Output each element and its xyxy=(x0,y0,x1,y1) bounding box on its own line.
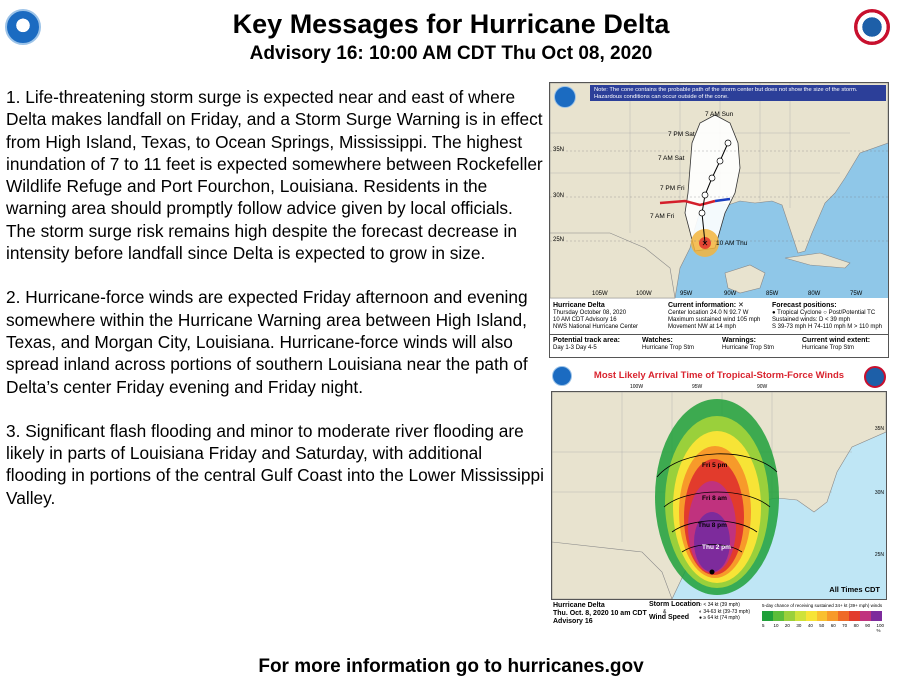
chance-swatch xyxy=(849,611,860,621)
chance-swatch xyxy=(838,611,849,621)
current-info: Current information: ✕ Center location 24.0 N 92.7 W Maximum sustained wind 105 mph Movement NW at 14 mph xyxy=(668,302,761,330)
chance-swatch xyxy=(871,611,882,621)
arrival-map-area xyxy=(551,384,887,600)
chance-swatch xyxy=(860,611,871,621)
point-label: 7 PM Sat xyxy=(668,131,695,138)
chance-title: 5-day chance of receiving sustained 34+ kt (39+ mph) winds xyxy=(762,603,883,608)
lat-label: 25N xyxy=(553,237,565,243)
chance-swatch xyxy=(762,611,773,621)
chance-label: 90 xyxy=(865,623,871,628)
chance-swatch xyxy=(806,611,817,621)
lat-label: 35N xyxy=(874,426,884,432)
chance-swatch xyxy=(784,611,795,621)
noaa-logo-small xyxy=(554,86,576,108)
contour-label: Fri 5 pm xyxy=(702,462,728,469)
chance-label: 10 xyxy=(773,623,779,628)
point-label: 7 AM Fri xyxy=(650,213,675,220)
lon-label: 90W xyxy=(757,384,768,390)
forecast-info: Forecast positions: ● Tropical Cyclone ○ Post/Potential TC Sustained winds: D < 39 mph S 39-73 mph H 74-110 mph M > 110 mph xyxy=(772,302,883,330)
chance-label: 80 xyxy=(853,623,859,628)
lat-label: 25N xyxy=(874,552,884,558)
contour-label: Fri 8 am xyxy=(702,495,727,502)
key-messages xyxy=(6,86,546,531)
lat-label: 30N xyxy=(553,193,565,199)
chance-label: 30 xyxy=(796,623,802,628)
point-label: 7 PM Fri xyxy=(660,185,685,192)
legend-extent: Current wind extent: Hurricane Trop Stm xyxy=(802,337,871,351)
chance-scale-labels xyxy=(762,623,888,633)
lon-label: 100W xyxy=(630,384,644,390)
point-label: 7 AM Sun xyxy=(705,111,734,118)
lat-label: 35N xyxy=(553,147,565,153)
arrival-time-map xyxy=(549,364,889,646)
chance-label: 100 % xyxy=(876,623,885,633)
advisory-subtitle: Advisory 16: 10:00 AM CDT Thu Oct 08, 2020 xyxy=(249,43,653,64)
wind-speed-legend: ○ < 34 kt (39 mph) ◐ 34-63 kt (39-73 mph) ● ≥ 64 kt (74 mph) xyxy=(699,602,751,621)
chance-label: 70 xyxy=(842,623,848,628)
chance-label: 60 xyxy=(830,623,836,628)
lon-label: 95W xyxy=(692,384,703,390)
chance-swatch xyxy=(817,611,828,621)
lon-label: 105W xyxy=(592,291,608,297)
legend-watches: Watches: Hurricane Trop Stm xyxy=(642,337,695,351)
all-times-label: All Times CDT xyxy=(829,585,880,594)
key-message-1: 1. Life-threatening storm surge is expected near and east of where Delta makes landfall on Friday, and a Storm Surge Warning is in effect from High Island, Texas, to Ocean Springs, Mississippi. The highest inundation of 7 to 11 feet is expected somewhere between Rockefeller Wildlife Refuge and Port Fourchon, Louisiana. Residents in the warning area should promptly follow advice given by local officials. The storm surge risk remains high despite the forecast decrease in intensity before landfall since Delta is expected to grow in size. xyxy=(6,87,543,264)
chance-label: 5 xyxy=(762,623,765,628)
lon-label: 100W xyxy=(636,291,652,297)
lon-label: 95W xyxy=(680,291,693,297)
lon-label: 85W xyxy=(766,291,779,297)
point-label: 10 AM Thu xyxy=(716,240,748,247)
forecast-cone-map xyxy=(549,82,889,358)
key-message-2: 2. Hurricane-force winds are expected Friday afternoon and evening somewhere within the Hurricane Warning area between High Island, Texas, and Morgan City, Louisiana. Hurricane-force winds will also spread inland across portions of southern Louisiana near the path of Delta’s center Friday evening and Friday night. xyxy=(6,287,528,397)
contour-label: Thu 2 pm xyxy=(702,544,731,551)
chance-label: 40 xyxy=(807,623,813,628)
chance-label: 50 xyxy=(819,623,825,628)
storm-location-legend: Storm Location & Wind Speed xyxy=(649,601,701,621)
legend-warnings: Warnings: Hurricane Trop Stm xyxy=(722,337,775,351)
lat-label: 30N xyxy=(874,490,884,496)
lon-label: 80W xyxy=(808,291,821,297)
storm-info: Hurricane Delta Thu. Oct. 8, 2020 10 am CDT Advisory 16 xyxy=(553,602,647,625)
footer-link-text: For more information go to hurricanes.gov xyxy=(258,656,644,677)
storm-info: Hurricane Delta Thursday October 08, 2020 10 AM CDT Advisory 16 NWS National Hurricane Center xyxy=(553,302,639,330)
legend-track: Potential track area: Day 1-3 Day 4-5 xyxy=(553,337,620,351)
chance-label: 20 xyxy=(784,623,790,628)
lon-label: 75W xyxy=(850,291,863,297)
point-label: 7 AM Sat xyxy=(658,155,685,162)
chance-swatch xyxy=(827,611,838,621)
svg-text:✕: ✕ xyxy=(701,239,709,248)
contour-label: Thu 8 pm xyxy=(698,522,727,529)
chance-swatch xyxy=(795,611,806,621)
cone-note: Note: The cone contains the probable path of the storm center but does not show the size of the storm. Hazardous conditions can occur outside of the cone. xyxy=(594,87,858,100)
chance-swatch xyxy=(773,611,784,621)
key-message-3: 3. Significant flash flooding and minor to moderate river flooding are likely in parts of Louisiana Friday and Saturday, with additional flooding in portions of the central Gulf Coast into the Lower Mississippi Valley. xyxy=(6,420,544,508)
chance-color-scale xyxy=(762,611,882,621)
arrival-map-title: Most Likely Arrival Time of Tropical-Storm-Force Winds xyxy=(593,370,845,381)
lon-label: 90W xyxy=(724,291,737,297)
page-title: Key Messages for Hurricane Delta xyxy=(232,9,670,39)
